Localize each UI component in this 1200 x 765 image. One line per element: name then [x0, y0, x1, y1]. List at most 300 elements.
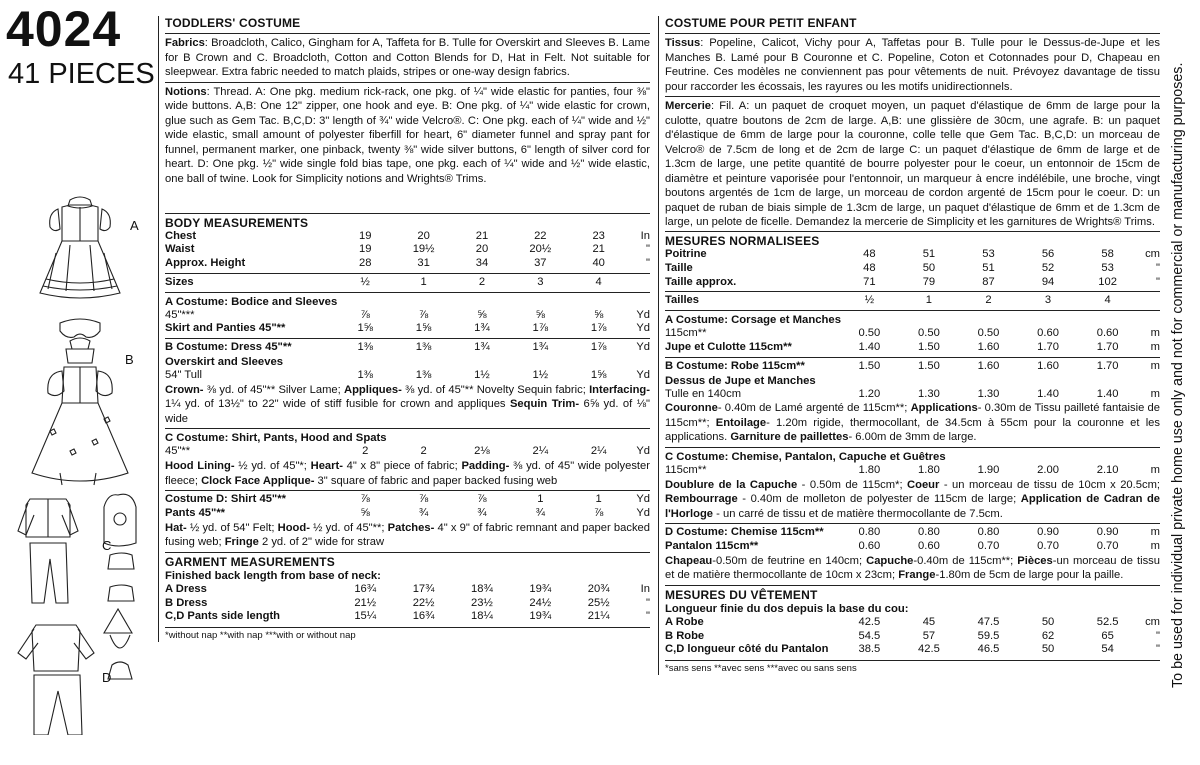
note-text: -0.40m de 115cm**; [913, 554, 1018, 567]
row-value: 46.5 [977, 643, 1000, 656]
divider [665, 231, 1160, 232]
row-unit: " [1156, 643, 1160, 656]
measurement-table [165, 369, 650, 383]
note-key: Capuche [866, 554, 914, 567]
garment-measurements-title: GARMENT MEASUREMENTS [165, 554, 336, 569]
row-value: 1.40 [858, 340, 881, 353]
row-value: 1⅞ [590, 341, 607, 354]
row-value: 21 [592, 243, 605, 256]
row-unit: m [1150, 340, 1160, 353]
divider [165, 627, 650, 628]
row-value: 1¾ [474, 341, 490, 354]
row-label: 54" Tull [165, 369, 202, 382]
row-label: Waist [165, 243, 195, 256]
table-row [665, 643, 1160, 657]
note-key: Fringe [224, 536, 259, 549]
note-key: Garniture de paillettes [730, 431, 849, 444]
row-value: ⅝ [593, 308, 604, 321]
table-row [165, 309, 650, 323]
row-label: Tulle en 140cm [665, 387, 742, 400]
row-label: Approx. Height [165, 257, 246, 270]
row-value: 51 [922, 248, 936, 260]
costume-b-dress-drawing [32, 338, 128, 485]
row-value: 0.50 [858, 327, 881, 340]
row-value: 51 [982, 261, 995, 274]
row-unit: Yd [636, 445, 650, 458]
size-value: ½ [360, 275, 370, 288]
row-value: 1.60 [977, 340, 1000, 353]
size-value: 3 [537, 275, 544, 288]
row-label: C,D Pants side length [165, 610, 280, 623]
row-value: 1⅜ [357, 369, 373, 382]
row-value: 50 [1041, 615, 1055, 628]
row-value: 54.5 [858, 629, 881, 642]
measurement-table [165, 309, 650, 337]
row-value: 58 [1101, 248, 1114, 260]
row-label: Pantalon 115cm** [665, 539, 759, 552]
table-row [665, 341, 1160, 355]
costume-d-drawing [18, 609, 132, 735]
row-value: 20 [475, 243, 489, 256]
note-text: 1¼ yd. of 13½" to 22" wide of stiff fusible for crown and appliques [165, 398, 510, 411]
row-unit: Yd [636, 341, 650, 354]
row-value: 53 [982, 248, 995, 260]
row-label: A Robe [665, 615, 704, 628]
row-value: 0.70 [977, 539, 1000, 552]
row-value: 19¾ [529, 582, 552, 595]
note-text: - un morceau de tissu de 10cm x 20.5cm; [939, 478, 1161, 491]
row-value: 59.5 [977, 629, 1000, 642]
row-value: 52 [1041, 261, 1055, 274]
divider [665, 291, 1160, 292]
note-key: Hood- [277, 521, 310, 534]
notions-text: : Fil. A: un paquet de croquet moyen, un paquet d'élastique de 6mm de large pour la culotte, quatre boutons de 2cm de large. A,B: une glissière de 30cm, une agrafe. B: un paquet d'élastique de 6mm de large pour la couronne, colle telle que Gem Tac. B,C,D: un morceau de Velcro® de 7.5cm de long et de 2cm de large C: un paquet d'élastique de 6mm de large et de 1.3cm de large, une petite quantité de bourre polyester pour le coeur, un entonnoir de 15cm de diamètre et peinture vaporisée pour l'entonnoir, un marqueur à encre indélébile, une broche, vingt boutons argentés de 1cm de large, un morceau de cordon argenté de 15cm pour le coeur. D: un paquet de ruban de biais simple de 1.3cm de large, un paquet d'élastique de 6mm et de 1.3cm de large, un pelote de ficelle. Demandez la mercerie de Simplicity et les garnitures de Wrights® Trims. [665, 100, 1160, 228]
row-unit: " [646, 243, 650, 256]
row-value: 31 [417, 257, 430, 270]
measurement-table [165, 583, 650, 624]
costume-c-drawing [18, 494, 136, 603]
note-text: - 0.40m de molleton de polyester de 115cm de large; [737, 493, 1021, 506]
row-value: 1.30 [977, 387, 1000, 400]
measurement-table [665, 526, 1160, 554]
row-value: 1½ [474, 369, 490, 382]
illustration-label-a: A [130, 218, 139, 233]
row-value: 2¼ [532, 445, 549, 458]
row-label: Poitrine [665, 248, 707, 260]
row-value: 1.30 [918, 387, 940, 400]
row-unit: cm [1145, 615, 1160, 628]
divider [665, 33, 1160, 34]
row-unit: m [1150, 463, 1160, 476]
note-text: ⅜ yd. of 45" wide polyester fleece; [165, 460, 650, 487]
row-value: 1.70 [1096, 340, 1119, 353]
notions-paragraph [665, 99, 1160, 228]
notes-paragraph [665, 401, 1160, 445]
row-unit: " [646, 596, 650, 609]
notes-paragraph [165, 459, 650, 488]
costume-c-title: C Costume: Shirt, Pants, Hood and Spats [165, 432, 387, 445]
row-label: Costume D: Shirt 45"** [165, 493, 286, 506]
table-row [165, 445, 650, 459]
row-value: 23½ [471, 596, 493, 609]
note-key: Heart- [310, 460, 343, 473]
costume-c-title: C Costume: Chemise, Pantalon, Capuche et Guêtres [665, 450, 946, 463]
note-text: 3" square of fabric and paper backed fusing web [314, 474, 558, 487]
divider [665, 585, 1160, 586]
measurement-table [165, 493, 650, 521]
table-row [165, 507, 650, 521]
note-text: 4" x 9" of fabric remnant and paper backed fusing web; [165, 521, 650, 549]
row-value: 65 [1101, 629, 1114, 642]
row-value: 25½ [587, 596, 610, 609]
french-column [658, 16, 1160, 675]
row-label: B Dress [165, 596, 208, 609]
row-value: 22 [534, 229, 547, 242]
row-unit: m [1150, 387, 1160, 400]
divider [665, 96, 1160, 97]
row-value: 0.80 [918, 526, 940, 539]
costume-a-dress-drawing [40, 197, 120, 337]
row-value: 38.5 [858, 643, 881, 656]
row-value: 42.5 [858, 615, 881, 628]
row-value: 1½ [532, 369, 549, 382]
notions-paragraph [165, 85, 650, 210]
row-value: ⅞ [418, 308, 429, 321]
table-row [665, 616, 1160, 630]
row-label: 115cm** [665, 463, 707, 476]
row-value: 0.60 [858, 539, 881, 552]
row-value: 2 [420, 445, 427, 458]
pattern-number: 4024 [6, 1, 122, 57]
divider [165, 33, 650, 34]
row-value: 1.50 [858, 359, 881, 372]
row-value: 54 [1101, 643, 1114, 656]
note-key: Hood Lining- [165, 460, 235, 473]
note-key: Interfacing- [589, 383, 650, 396]
row-value: 16¾ [354, 582, 377, 595]
measurement-table [665, 327, 1160, 355]
row-value: 1⅝ [590, 369, 607, 382]
row-value: ¾ [418, 506, 429, 519]
row-value: 19¾ [529, 610, 552, 623]
row-value: ¾ [535, 506, 545, 519]
row-value: 56 [1041, 248, 1055, 260]
garment-subtitle: Finished back length from base of neck: [165, 569, 381, 582]
row-label: Pants 45"** [165, 506, 226, 519]
note-key: Applications [910, 402, 978, 415]
row-value: 48 [863, 261, 876, 274]
row-value: ⅞ [360, 493, 370, 506]
note-text: ⅜ yd. of 45"** Silver Lame; [203, 383, 344, 396]
row-value: 17¾ [412, 582, 435, 595]
row-value: 2 [362, 445, 369, 458]
table-row [665, 464, 1160, 478]
row-unit: m [1150, 327, 1160, 340]
size-value: ½ [864, 294, 875, 307]
row-value: 2.00 [1037, 463, 1059, 476]
note-text: 4" x 8" piece of fabric; [342, 460, 462, 473]
costume-b-subtitle: Overskirt and Sleeves [165, 356, 284, 369]
row-value: 0.50 [918, 327, 940, 340]
divider [665, 523, 1160, 524]
row-value: 50 [922, 261, 936, 274]
divider [665, 660, 1160, 661]
english-column [158, 16, 650, 642]
illustration-label-b: B [125, 352, 134, 367]
row-value: 1.90 [977, 463, 1000, 476]
costume-illustrations [0, 195, 158, 735]
row-value: 45 [922, 615, 936, 628]
size-value: 1 [420, 275, 427, 288]
row-value: 62 [1041, 629, 1055, 642]
row-value: 19 [359, 243, 372, 256]
notions-label: Notions [165, 85, 207, 98]
table-row [165, 369, 650, 383]
note-text: - 0.40m de Lamé argenté de 115cm**; [717, 402, 911, 415]
row-value: ⅞ [360, 308, 370, 321]
note-key: Appliques- [344, 383, 402, 396]
note-text: - 0.30m de Tissu pailleté fantaisie de 115cm**; [665, 402, 1160, 429]
note-text: ½ yd. of 45"*; [234, 460, 311, 473]
usage-notice: To be used for individual private home use only and not for commercial or manufacturing purposes. [1170, 62, 1186, 688]
row-value: 1.40 [1037, 387, 1059, 400]
divider [665, 310, 1160, 311]
note-text: -0.50m de feutrine en 140cm; [712, 554, 867, 567]
garment-subtitle: Longueur finie du dos depuis la base du cou: [665, 602, 909, 615]
row-value: ⅞ [477, 493, 487, 506]
notes-paragraph [665, 554, 1160, 583]
row-value: 1 [537, 493, 544, 506]
row-value: 1¾ [474, 322, 490, 335]
row-value: 52.5 [1096, 615, 1119, 628]
note-key: Rembourrage [665, 493, 738, 506]
row-value: 57 [922, 629, 936, 642]
note-text: - un carré de tissu et de matière thermocollante de 7.5cm. [713, 507, 1003, 520]
notes-paragraph [165, 521, 650, 550]
row-value: 1.80 [858, 463, 881, 476]
row-value: 1.70 [1037, 340, 1059, 353]
divider [165, 213, 650, 214]
row-value: 18¾ [471, 582, 493, 595]
row-value: 87 [982, 275, 995, 288]
table-row [665, 630, 1160, 644]
row-value: 15¼ [354, 610, 377, 623]
note-key: Patches- [387, 521, 435, 534]
costume-b-subtitle: Dessus de Jupe et Manches [665, 374, 816, 387]
notes-paragraph [665, 478, 1160, 522]
row-label: 115cm** [665, 327, 707, 340]
row-unit: Yd [636, 322, 650, 335]
table-row [665, 388, 1160, 402]
row-label: Skirt and Panties 45"** [165, 322, 286, 335]
sizes-row [165, 276, 650, 290]
row-label: D Costume: Chemise 115cm** [665, 526, 824, 539]
sizes-label: Tailles [665, 294, 699, 307]
table-row [165, 322, 650, 336]
row-unit: In [640, 229, 650, 242]
measurement-table [165, 445, 650, 459]
note-text: -un morceau de tissu et de matière thermocollante de 10cm x 23cm; [665, 554, 1160, 582]
costume-a-title: A Costume: Corsage et Manches [665, 314, 841, 327]
table-row [165, 597, 650, 611]
divider [165, 273, 650, 274]
row-value: 1⅞ [532, 322, 549, 335]
measurement-table [665, 464, 1160, 478]
row-label: Taille [665, 261, 693, 274]
body-measurements-title: MESURES NORMALISEES [665, 234, 820, 248]
row-value: 24½ [529, 596, 552, 609]
table-row [665, 248, 1160, 262]
garment-measurements-title: MESURES DU VÊTEMENT [665, 587, 818, 602]
row-value: 50 [1041, 643, 1055, 656]
row-value: ¾ [477, 506, 487, 519]
divider [665, 447, 1160, 448]
row-value: 1⅜ [357, 341, 373, 354]
table-row [165, 610, 650, 624]
row-value: 42.5 [918, 643, 940, 656]
measurement-table [665, 248, 1160, 289]
row-value: 1.60 [1037, 359, 1059, 372]
row-value: 23 [592, 229, 605, 242]
table-row [665, 262, 1160, 276]
row-value: 0.70 [1096, 539, 1119, 552]
note-text: - 6.00m de 3mm de large. [848, 431, 977, 444]
row-value: 1.40 [1096, 387, 1119, 400]
row-value: 0.70 [1037, 539, 1059, 552]
row-unit: cm [1145, 248, 1160, 260]
row-unit: " [1156, 629, 1160, 642]
table-row [165, 230, 650, 244]
row-value: 18¼ [471, 610, 493, 623]
spacer [1137, 294, 1160, 308]
row-value: 1⅜ [415, 341, 432, 354]
note-key: Clock Face Applique- [201, 474, 315, 487]
row-value: 1.60 [977, 359, 1000, 372]
footnote: *sans sens **avec sens ***avec ou sans sens [665, 663, 857, 675]
section-title: COSTUME POUR PETIT ENFANT [665, 16, 857, 30]
row-value: 0.90 [1096, 526, 1119, 539]
note-key: Sequin Trim- [509, 398, 580, 411]
row-value: 2⅛ [474, 445, 490, 458]
notions-label: Mercerie [665, 100, 712, 112]
note-key: Couronne [665, 402, 718, 415]
notes-paragraph [165, 383, 650, 427]
fabrics-paragraph [165, 36, 650, 80]
measurement-table [665, 616, 1160, 657]
row-unit: " [646, 257, 650, 270]
row-value: 34 [475, 257, 489, 270]
divider [165, 338, 650, 339]
table-row [165, 341, 650, 355]
note-key: Pièces [1017, 554, 1053, 567]
row-unit: Yd [636, 506, 650, 519]
spacer [628, 276, 650, 290]
note-key: Padding- [461, 460, 510, 473]
row-label: 45"** [165, 445, 191, 458]
illustration-label-d: D [102, 670, 112, 685]
row-unit: Yd [636, 493, 650, 506]
section-title: TODDLERS' COSTUME [165, 16, 301, 30]
row-label: 45"*** [165, 308, 195, 321]
fabrics-text: : Popeline, Calicot, Vichy pour A, Taffetas pour B. Tulle pour le Dessus-de-Jupe et les Manches B. Lamé pour B Couronne et C. Popeline, Coton et Cotonnades pour D, Chapeau en Feutrine. Ces modèles ne conviennent pas pour vêtements de nuit. Prévoyez davantage de tissu pour raccorder les écossais, les rayures ou les motifs unidirectionnels. [665, 37, 1160, 93]
note-text: -1.80m de 5cm de large pour la paille. [935, 569, 1124, 582]
table-row [165, 243, 650, 257]
note-text: ⅜ yd. of 45"** Novelty Sequin fabric; [401, 383, 590, 396]
row-value: 79 [922, 275, 936, 288]
row-value: 1.80 [918, 463, 940, 476]
body-measurements-title: BODY MEASUREMENTS [165, 215, 309, 230]
row-label: B Costume: Dress 45"** [165, 341, 292, 354]
row-value: 102 [1098, 275, 1117, 288]
table-row [165, 583, 650, 597]
note-key: Hat- [165, 521, 187, 534]
row-value: 19½ [412, 243, 435, 256]
row-value: 20¾ [587, 582, 610, 595]
row-value: 0.60 [1037, 327, 1059, 340]
measurement-table [165, 230, 650, 271]
size-value: 4 [595, 275, 602, 288]
row-unit: m [1150, 539, 1160, 552]
size-value: 1 [925, 294, 933, 307]
row-value: 20½ [529, 243, 552, 256]
divider [665, 357, 1160, 358]
row-value: 47.5 [977, 615, 1000, 628]
notions-text: : Thread. A: One pkg. medium rick-rack, one pkg. of ¼" wide elastic for panties, four ⅜" wide buttons. A,B: One 12" zipper, one hook and eye. B: One pkg. of ¼" wide elastic for crown, glue such as Gem Tac. B,C,D: 3" length of ¾" wide Velcro®. C: One pkg. each of ¼" wide and ½" wide elastic, small amount of polyester fiberfill for heart, 6" diameter funnel and spray pant for funnel, permanent marker, one pinback, twenty ⅜" wide silver buttons, 6" length of silver cord for heart. D: One pkg. ½" wide single fold bias tape, one pkg. each of ¼" wide and ½" wide elastic, one ball of twine. Look for Simplicity notions and Wrights® Trims. [165, 85, 650, 185]
illustration-label-c: C [102, 538, 112, 553]
fabrics-text: : Broadcloth, Calico, Gingham for A, Taffeta for B. Tulle for Overskirt and Sleeves B. Lame for B Crown and C. Broadcloth, Cotton and Cotton Blends for D, Hat in Felt. Not suitable for sleepwear. Extra fabric needed to match plaids, stripes or one-way design fabrics. [165, 37, 650, 78]
row-label: Jupe et Culotte 115cm** [665, 340, 792, 353]
row-value: 1⅜ [415, 369, 432, 382]
note-key: Crown- [165, 383, 204, 396]
table-row [665, 327, 1160, 341]
row-value: 0.60 [918, 539, 940, 552]
row-value: 1.20 [858, 387, 881, 400]
row-value: ⅞ [418, 493, 429, 506]
divider [165, 428, 650, 429]
row-value: 20 [417, 229, 430, 242]
row-value: 0.90 [1037, 526, 1059, 539]
row-value: 2.10 [1096, 463, 1119, 476]
row-unit: In [640, 582, 650, 595]
fabrics-label: Fabrics [165, 37, 205, 49]
note-text: ½ yd. of 54" Felt; [186, 521, 278, 534]
note-text: 2 yd. of 2" wide for straw [258, 536, 385, 549]
sizes-row [665, 294, 1160, 308]
size-value: 3 [1044, 294, 1052, 307]
row-value: ⅝ [535, 308, 545, 321]
note-key: Doublure de la Capuche [665, 478, 798, 491]
row-value: 2¼ [590, 445, 607, 458]
measurement-table [665, 388, 1160, 402]
row-unit: m [1150, 359, 1160, 372]
row-label: Taille approx. [665, 275, 737, 288]
divider [165, 490, 650, 491]
table-row [665, 526, 1160, 540]
row-value: 21 [475, 229, 489, 242]
table-row [665, 276, 1160, 290]
row-value: 1¾ [532, 341, 549, 354]
row-value: 0.50 [977, 327, 1000, 340]
row-unit: " [1156, 275, 1160, 288]
row-value: ⅝ [360, 506, 370, 519]
row-value: 1.70 [1096, 359, 1119, 372]
row-value: ⅝ [477, 308, 487, 321]
row-value: 19 [359, 229, 372, 242]
footnote: *without nap **with nap ***with or without nap [165, 630, 356, 642]
table-row [665, 360, 1160, 374]
row-value: 0.80 [977, 526, 1000, 539]
divider [165, 552, 650, 553]
